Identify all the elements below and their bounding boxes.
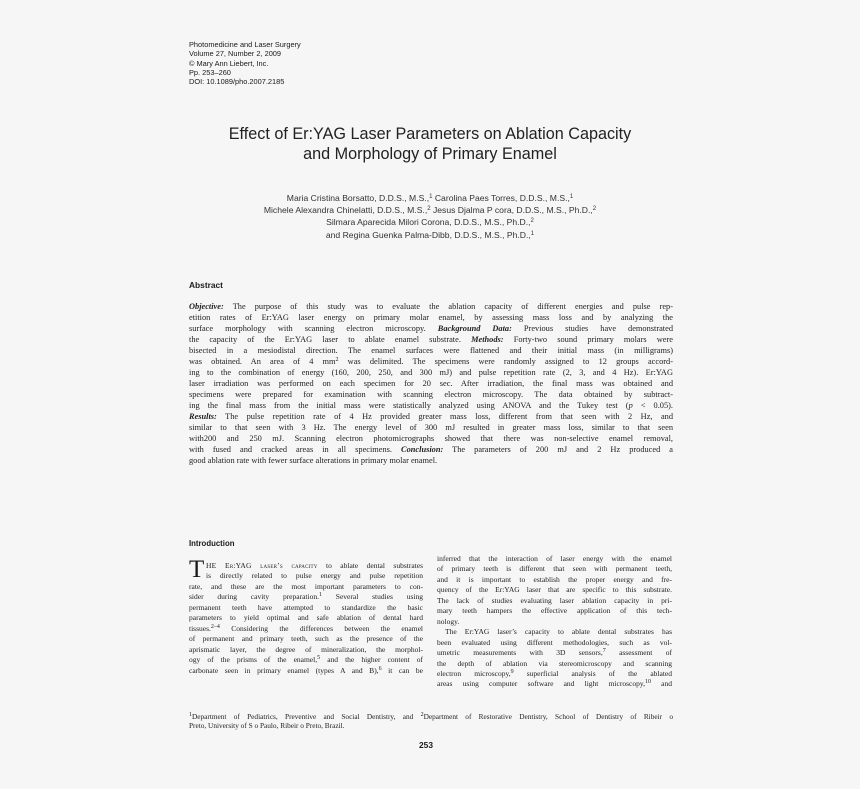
body-text: The Er:YAG laser’s capacity to ablate dental substrates has <box>445 627 672 637</box>
body-line <box>437 627 672 637</box>
abstract-text: with200 and 250 mJ. Scanning electron photomicrographs showed that there was non-selective enamel removal, <box>189 434 673 443</box>
body-line <box>437 659 672 669</box>
italic-p: p <box>628 401 633 410</box>
abstract-text: the capacity of the Er:YAG laser to ablate enamel substrate. <box>189 335 472 344</box>
author-name: Jesus Djalma P cora, D.D.S., M.S., Ph.D., <box>430 205 593 216</box>
body-line <box>189 666 423 676</box>
affiliation-mark: 1 <box>429 194 433 200</box>
author-line-3 <box>160 216 700 228</box>
citation-mark: 5 <box>317 655 321 662</box>
abstract-text: Previous studies have demonstrated <box>511 324 673 333</box>
body-text: is directly related to pulse energy and pulse repetition <box>206 571 423 581</box>
body-text: areas using computer software and light microscopy, <box>437 679 645 689</box>
body-text: and the higher content of <box>320 655 423 665</box>
abstract-line <box>189 345 673 356</box>
abstract-line <box>189 444 673 455</box>
abstract-label-objective: Objective: <box>189 302 224 311</box>
abstract-line <box>189 455 673 466</box>
body-text: and it is important to establish the proper energy and fre- <box>437 574 672 584</box>
author-name: Michele Alexandra Chinelatti, D.D.S., M.S., <box>263 205 428 216</box>
body-text: carbonate seen in primary enamel (types A and B), <box>189 665 379 675</box>
abstract-text: surface morphology with scanning electron microscopy. <box>189 324 438 333</box>
body-line <box>437 585 672 595</box>
body-text: inferred that the interaction of laser energy with the enamel <box>437 554 672 563</box>
journal-info <box>189 40 449 86</box>
body-line <box>189 571 423 581</box>
abstract-label-methods: Methods: <box>471 335 504 344</box>
author-name: Carolina Paes Torres, D.D.S., M.S., <box>432 193 570 203</box>
body-line <box>189 613 423 623</box>
abstract-label-results: Results: <box>189 412 217 421</box>
body-text: aprismatic layer, the degree of mineralization, the morphol- <box>189 644 423 654</box>
abstract-text: good ablation rate with fewer surface alterations in primary molar enamel. <box>189 456 438 465</box>
body-line <box>189 634 423 644</box>
journal-doi: DOI: 10.1089/pho.2007.2185 <box>189 77 285 87</box>
abstract-text: was obtained. An area of 4 mm <box>189 357 336 366</box>
abstract-text: bisected in a mesiodistal direction. The enamel surfaces were flattened and their initial mass (in milligrams) <box>189 346 673 355</box>
abstract-line <box>189 356 673 367</box>
body-line <box>437 638 672 648</box>
abstract-text: ing the final mass from the initial mass were statistically analyzed using ANOVA and the Tukey test ( <box>189 401 629 410</box>
abstract-text: Forty-two sound primary molars were <box>503 335 673 344</box>
body-text: the depth of ablation via stereomicroscopy and scanning <box>437 658 672 668</box>
body-line <box>189 655 423 665</box>
body-text: been evaluated using different methodologies, such as vol- <box>437 637 672 647</box>
abstract-line <box>189 389 673 400</box>
journal-pages: Pp. 253–260 <box>189 67 231 77</box>
author-line-1 <box>160 192 700 204</box>
body-text: mary teeth hampers the effective application of this tech- <box>437 606 672 616</box>
body-text: of primary teeth is different that seen with permanent teeth, <box>437 564 672 574</box>
abstract-label-conclusion: Conclusion: <box>401 445 444 454</box>
body-line <box>189 624 423 634</box>
title-line-1: Effect of Er:YAG Laser Parameters on Ablation Capacity <box>228 125 632 143</box>
body-text: to ablate dental substrates <box>317 561 423 570</box>
intro-column-left <box>189 556 423 676</box>
abstract-text: ing to the combination of energy (160, 200, 250, and 300 mJ) and pulse repetition rate (2, 3, and 4 Hz). Er:YAG <box>189 368 673 377</box>
body-line <box>189 561 423 571</box>
body-line <box>437 669 672 679</box>
author-line-4 <box>160 229 700 241</box>
body-text: The lack of studies evaluating laser ablation capacity in pri- <box>437 595 672 605</box>
body-text: permanent teeth have attempted to standardize the basic <box>189 602 423 612</box>
drop-cap: T <box>189 556 205 583</box>
abstract-text: The parameters of 200 mJ and 2 Hz produced a <box>443 445 673 454</box>
abstract-line <box>189 323 673 334</box>
body-text: umetric measurements with 3D sensors, <box>437 648 603 658</box>
body-line <box>189 592 423 602</box>
author-name: Maria Cristina Borsatto, D.D.S., M.S., <box>286 193 430 203</box>
body-line <box>437 648 672 658</box>
abstract-text: specimens were prepared for examination with scanning electron microscopy. The data obtained by subtract- <box>189 390 673 399</box>
journal-name: Photomedicine and Laser Surgery <box>189 40 301 49</box>
footnote-text: Preto, University of S o Paulo, Ribeir o Preto, Brazil. <box>189 721 345 731</box>
page-number: 253 <box>419 740 433 750</box>
abstract-text: with fused and cracked areas in all specimens. <box>189 445 402 454</box>
body-text: and <box>650 679 672 689</box>
body-text: rate, and these are the most important parameters to con- <box>189 581 423 591</box>
footnote-text: Department of Restorative Dentistry, School of Dentistry of Ribeir o <box>423 712 674 721</box>
abstract-line <box>189 400 673 411</box>
body-line <box>437 575 672 585</box>
journal-copyright: © Mary Ann Liebert, Inc. <box>189 58 269 68</box>
author-list <box>160 192 700 241</box>
body-text: ogy of the prisms of the enamel, <box>189 655 318 665</box>
abstract-text: was delimited. The specimens were randomly assigned to 12 groups accord- <box>338 357 673 366</box>
body-text: electron microscopy, <box>437 668 511 678</box>
affiliation-mark: 1 <box>569 194 574 200</box>
abstract-body <box>189 301 673 466</box>
abstract-line <box>189 411 673 422</box>
body-text: laser’s capacity <box>251 561 318 570</box>
affiliation-mark: 2 <box>592 206 597 213</box>
body-text: sider during cavity preparation. <box>189 592 319 602</box>
abstract-text: laser irradiation was performed on each specimen for 20 sec. After irradiation, the final mass was obtained and <box>189 379 673 388</box>
abstract-line <box>189 301 673 312</box>
affiliation-mark: 1 <box>530 230 535 237</box>
citation-mark: 6 <box>378 665 382 672</box>
footnote-text: Department of Pediatrics, Preventive and Social Dentistry, and <box>192 712 421 721</box>
body-text: of permanent and primary teeth, such as the presence of the <box>189 634 423 644</box>
author-line-2 <box>160 204 700 216</box>
abstract-line <box>189 378 673 389</box>
paper-title <box>120 124 740 164</box>
body-line <box>189 603 423 613</box>
abstract-text: < 0.05). <box>632 401 673 410</box>
abstract-line <box>189 334 673 345</box>
body-text: superficial analysis of the ablated <box>513 668 673 678</box>
body-line <box>437 564 672 574</box>
body-line <box>437 617 672 627</box>
body-text: quency of the Er:YAG laser that are specific to this substrate. <box>437 585 672 595</box>
body-line <box>189 582 423 592</box>
abstract-text: etition rates of Er:YAG laser energy on primary molar enamel, by assessing mass loss and by analyzing the <box>189 313 673 322</box>
body-line <box>437 679 672 689</box>
journal-volume: Volume 27, Number 2, 2009 <box>189 49 282 59</box>
abstract-line <box>189 312 673 323</box>
introduction-heading: Introduction <box>189 539 235 548</box>
affiliation-mark: 1 <box>189 712 192 718</box>
body-text: Several studies using <box>321 592 423 602</box>
body-text: it can be <box>381 665 423 675</box>
author-name: Silmara Aparecida Milori Corona, D.D.S., M.S., Ph.D., <box>326 217 531 228</box>
affiliation-mark: 2 <box>530 218 534 225</box>
intro-column-right <box>437 554 672 690</box>
body-line <box>189 645 423 655</box>
citation-mark: 9 <box>510 668 514 675</box>
abstract-text: similar to that seen with 3 Hz. The energy level of 300 mJ resulted in greater mass loss, similar to that seen <box>189 423 673 432</box>
title-line-2: and Morphology of Primary Enamel <box>303 145 557 163</box>
citation-mark: 2–4 <box>210 623 220 630</box>
affiliation-mark: 2 <box>420 712 424 718</box>
abstract-line <box>189 367 673 378</box>
body-text: assessment of <box>605 648 672 658</box>
body-text: tissues. <box>189 623 211 633</box>
author-name: and Regina Guenka Palma-Dibb, D.D.S., M.S., Ph.D., <box>325 229 531 240</box>
superscript: 2 <box>335 357 339 363</box>
affiliation-footnote <box>189 712 673 731</box>
abstract-text: The pulse repetition rate of 4 Hz provided greater mass loss, different from that seen with 2 Hz, and <box>216 412 673 421</box>
footnote-line <box>189 721 673 730</box>
body-line <box>437 606 672 616</box>
citation-mark: 7 <box>602 648 606 655</box>
citation-mark: 10 <box>644 679 651 686</box>
affiliation-mark: 2 <box>427 206 431 213</box>
body-line <box>437 596 672 606</box>
abstract-text: The purpose of this study was to evaluate the ablation capacity of different energies and pulse rep- <box>223 302 673 311</box>
body-text: nology. <box>437 616 460 626</box>
body-line <box>437 554 672 564</box>
body-text: parameters to yield optimal and safe ablation of dental hard <box>189 613 423 623</box>
abstract-heading: Abstract <box>189 280 223 290</box>
body-text: HE Er:YAG <box>206 561 252 570</box>
abstract-label-background: Background Data: <box>437 324 512 333</box>
abstract-line <box>189 422 673 433</box>
citation-mark: 1 <box>318 592 322 599</box>
footnote-line <box>189 712 673 721</box>
body-text: Considering the differences between the enamel <box>219 623 423 633</box>
abstract-line <box>189 433 673 444</box>
